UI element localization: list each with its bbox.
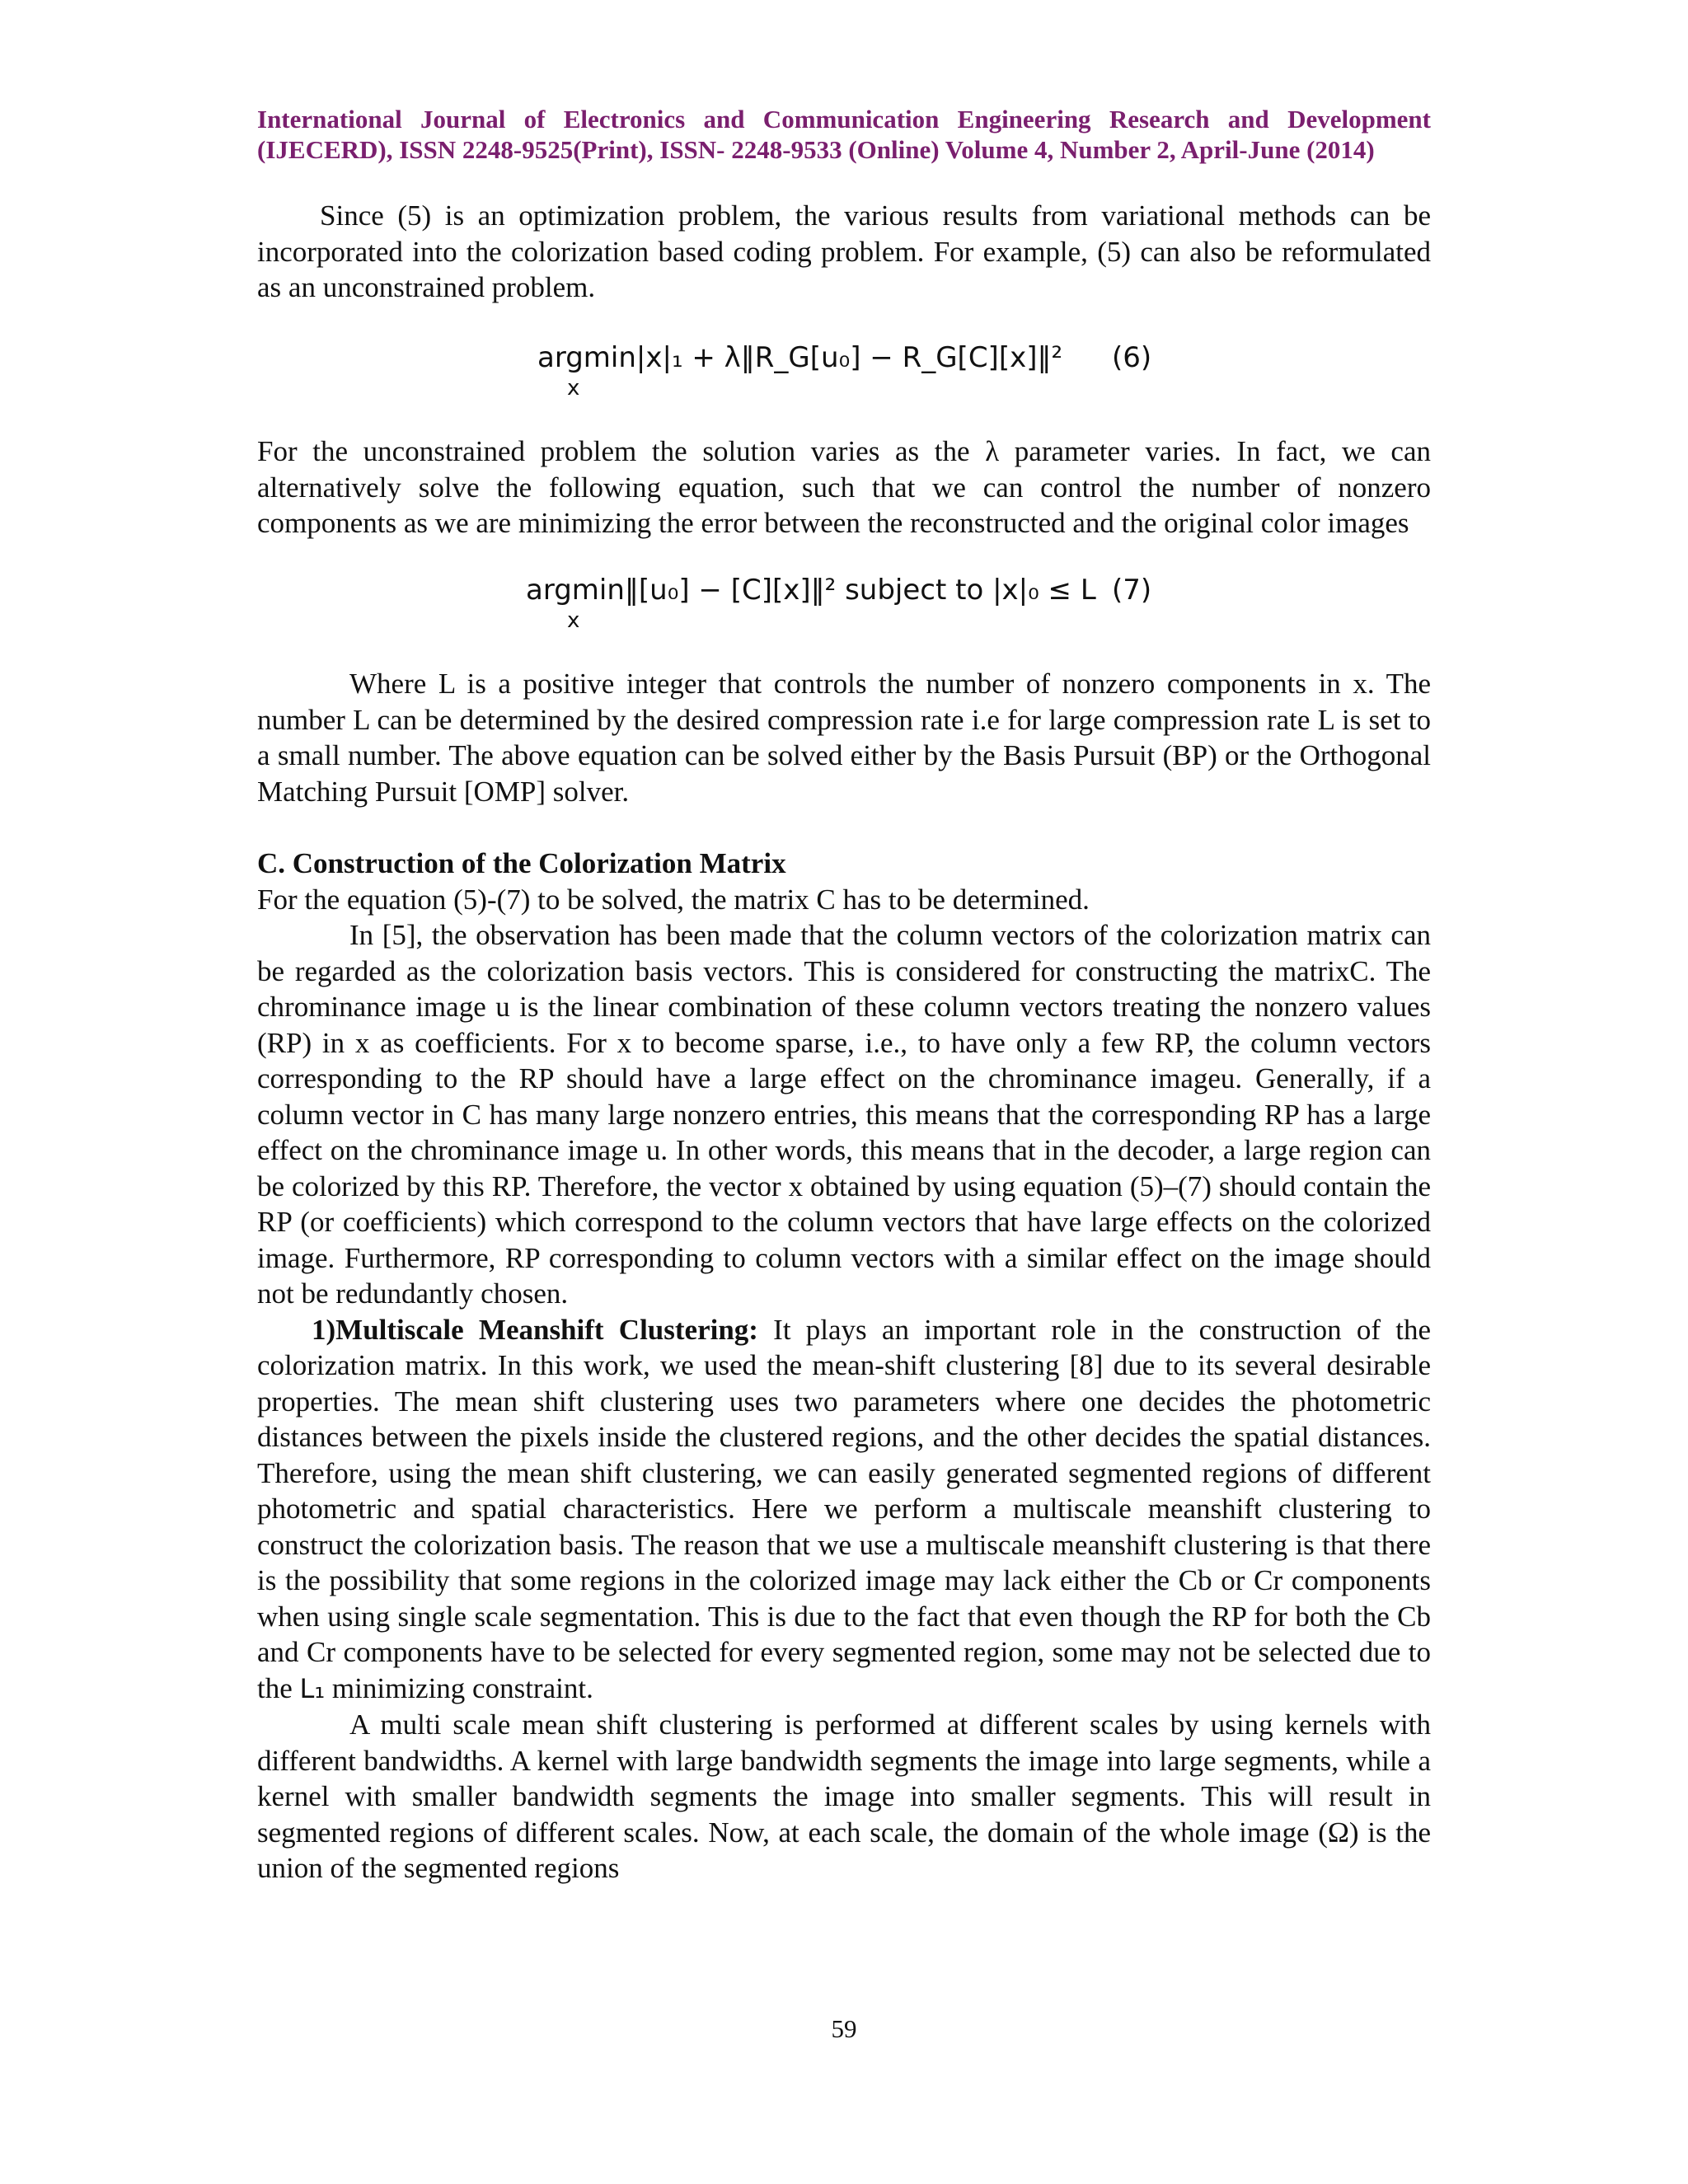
equation-7: argmin‖[u₀] − [C][x]‖² subject to |x|₀ ≤ L [526,574,1096,607]
journal-header-line2: (IJECERD), ISSN 2248-9525(Print), ISSN- 2248-9533 (Online) Volume 4, Number 2, April-June (2014) [257,135,1375,164]
journal-header [257,104,1431,165]
page-number: 59 [831,2014,857,2043]
section-c [257,846,1431,1886]
journal-header-line1: International Journal of Electronics and Communication Engineering Research and Development [257,105,1431,134]
paragraph-unconstrained: For the unconstrained problem the solution varies as the λ parameter varies. In fact, we can alternatively solve the following equation, such that we can control the number of nonzero components as we are minimizing the error between the reconstructed and the original color images [257,435,1431,539]
section-c-paragraph: In [5], the observation has been made that the column vectors of the colorization matrix can be regarded as the colorization basis vectors. This is considered for constructing the matrixC. The chrominance image u is the linear combination of these column vectors treating the nonzero values (RP) in x as coefficients. For x to become sparse, i.e., to have only a few RP, the column vectors corresponding to the RP should have a large effect on the chrominance imageu. Generally, if a column vector in C has many large nonzero entries, this means that the corresponding RP has a large effect on the chrominance image u. In other words, this means that in the decoder, a large region can be colorized by this RP. Therefore, the vector x obtained by using equation (5)–(7) should contain the RP (or coefficients) which correspond to the column vectors that have large effects on the colorized image. Furthermore, RP corresponding to column vectors with a similar effect on the image should not be redundantly chosen. [257,919,1431,1310]
equation-6-subscript: x [567,376,580,401]
paragraph-multiscale: A multi scale mean shift clustering is performed at different scales by using kernels with different bandwidths. A kernel with large bandwidth segments the image into large segments, while a kernel with smaller bandwidth segments the image into smaller segments. This will result in segmented regions of different scales. Now, at each scale, the domain of the whole image (Ω) is the union of the segmented regions [257,1708,1431,1884]
paragraph-optimization: Since (5) is an optimization problem, the various results from variational methods can be incorporated into the colorization based coding problem. For example, (5) can also be reformulated as an unconstrained problem. [257,199,1431,303]
l1-symbol: L₁ [299,1672,326,1704]
paragraph-where-l: Where L is a positive integer that controls the number of nonzero components in x. The number L can be determined by the desired compression rate i.e for large compression rate L is set to a small number. The above equation can be solved either by the Basis Pursuit (BP) or the Orthogonal Matching Pursuit [OMP] solver. [257,668,1431,808]
section-c-intro: For the equation (5)-(7) to be solved, the matrix C has to be determined. [257,883,1090,916]
subsection-meanshift: 1)Multiscale Meanshift Clustering: It plays an important role in the construction of the colorization matrix. In this work, we used the mean-shift clustering [8] due to its several desirable properties. The mean shift clustering uses two parameters where one decides the photometric distances between the pixels inside the clustered regions, and the other decides the spatial distances. Therefore, using the mean shift clustering, we can easily generated segmented regions of different photometric and spatial characteristics. Here we perform a multiscale meanshift clustering to construct the colorization basis. The reason that we use a multiscale meanshift clustering is that there is the possibility that some regions in the colorized image may lack either the Cb or Cr components when using single scale segmentation. This is due to the fact that even though the RP for both the Cb and Cr components have to be selected for every segmented region, some may not be selected due to the L₁ minimizing constraint. [257,1313,1431,1704]
section-heading: C. Construction of the Colorization Matrix [257,847,786,879]
equation-7-subscript: x [567,608,580,633]
equation-6-number: (6) [1112,341,1152,374]
equation-6: argmin|x|₁ + λ‖R_G[u₀] − R_G[C][x]‖² [537,341,1063,374]
equation-7-number: (7) [1112,574,1152,607]
subsection-heading: 1)Multiscale Meanshift Clustering: [312,1313,758,1346]
